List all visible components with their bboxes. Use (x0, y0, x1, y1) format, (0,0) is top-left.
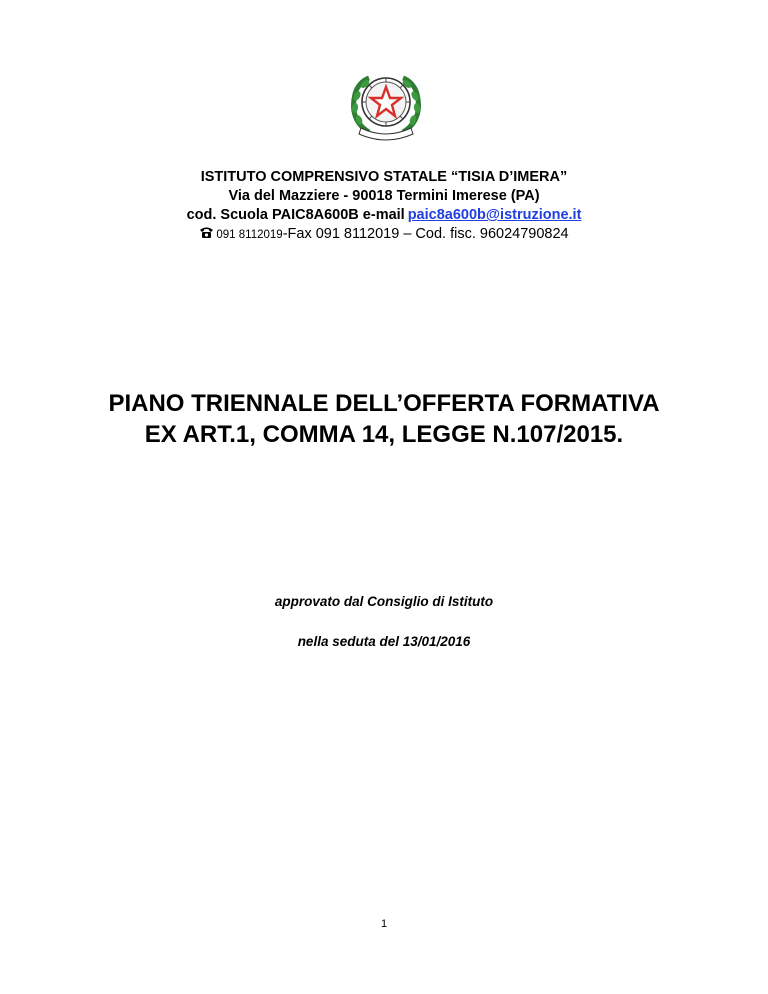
fax-and-fiscal-code: -Fax 091 8112019 – Cod. fisc. 96024790824 (282, 226, 569, 242)
document-title (0, 388, 768, 450)
approval-line-2: nella seduta del 13/01/2016 (297, 634, 471, 649)
title-line-1: PIANO TRIENNALE DELL’OFFERTA FORMATIVA (108, 390, 660, 417)
school-code-line (0, 206, 768, 225)
approval-line-1: approvato dal Consiglio di Istituto (274, 594, 494, 609)
page-number: 1 (380, 918, 388, 930)
email-link[interactable]: paic8a600b@istruzione.it (407, 207, 582, 223)
title-line-2: EX ART.1, COMMA 14, LEGGE N.107/2015. (144, 421, 624, 448)
approval-note (0, 593, 768, 651)
phone-icon (199, 226, 214, 239)
school-code-label: cod. Scuola PAIC8A600B e-mail (186, 207, 405, 223)
phone-number: 091 8112019 (216, 229, 283, 241)
school-header (0, 168, 768, 225)
school-name: ISTITUTO COMPRENSIVO STATALE “TISIA D’IMERA” (200, 169, 568, 185)
contact-line (0, 225, 768, 245)
school-address: Via del Mazziere - 90018 Termini Imerese (PA) (228, 188, 540, 204)
emblem-icon (339, 70, 433, 142)
